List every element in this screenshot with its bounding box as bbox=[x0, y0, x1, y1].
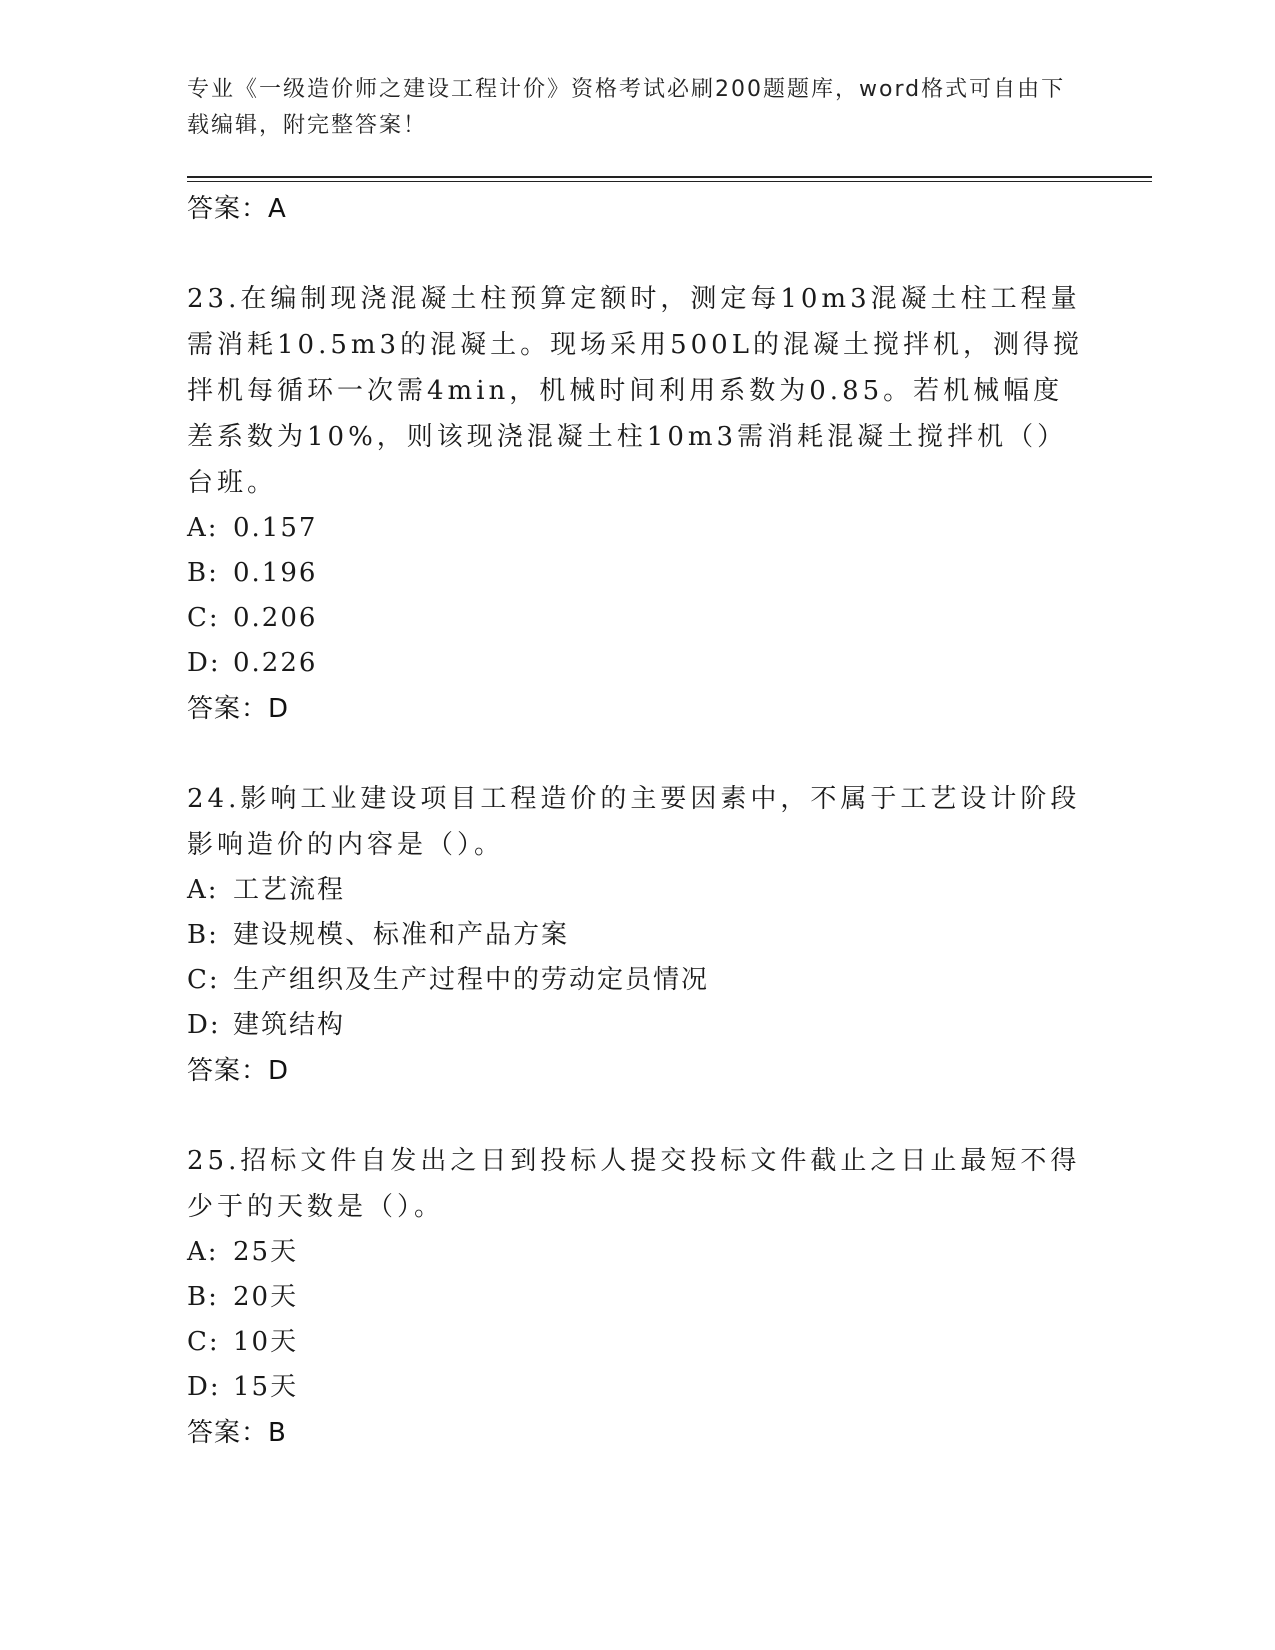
option-value: 0.196 bbox=[233, 558, 318, 588]
option-c bbox=[187, 596, 1087, 641]
option-a bbox=[187, 506, 1087, 551]
option-key: C: bbox=[187, 1327, 220, 1357]
question-25 bbox=[187, 1138, 1087, 1456]
question-answer: 答案：D bbox=[187, 694, 290, 724]
option-key: A: bbox=[187, 875, 219, 905]
option-c bbox=[187, 1320, 1087, 1365]
option-value: 0.206 bbox=[233, 603, 318, 633]
option-key: A: bbox=[187, 1237, 219, 1267]
question-answer: 答案：B bbox=[187, 1418, 287, 1448]
option-key: C: bbox=[187, 965, 220, 995]
option-value: 20天 bbox=[233, 1282, 299, 1312]
option-d bbox=[187, 1365, 1087, 1410]
option-key: B: bbox=[187, 920, 219, 950]
header-rule-thin bbox=[187, 181, 1152, 182]
option-key: D: bbox=[187, 648, 221, 678]
option-value: 25天 bbox=[233, 1237, 299, 1267]
option-b bbox=[187, 913, 1087, 958]
question-23 bbox=[187, 276, 1087, 732]
option-key: C: bbox=[187, 603, 220, 633]
option-a bbox=[187, 868, 1087, 913]
question-text: 25.招标文件自发出之日到投标人提交投标文件截止之日止最短不得少于的天数是（）。 bbox=[187, 1146, 1081, 1222]
option-key: B: bbox=[187, 558, 219, 588]
option-key: B: bbox=[187, 1282, 219, 1312]
question-text: 23.在编制现浇混凝土柱预算定额时，测定每10m3混凝土柱工程量需消耗10.5m3的混凝土。现场采用500L的混凝土搅拌机，测得搅拌机每循环一次需4min，机械时间利用系数为0.85。若机械幅度差系数为10%，则该现浇混凝土柱10m3需消耗混凝土搅拌机（）台班。 bbox=[187, 284, 1083, 498]
previous-answer: 答案：A bbox=[187, 194, 287, 224]
question-answer: 答案：D bbox=[187, 1056, 290, 1086]
question-list bbox=[187, 186, 1087, 1456]
option-value: 0.157 bbox=[233, 513, 318, 543]
option-d bbox=[187, 1003, 1087, 1048]
option-value: 生产组织及生产过程中的劳动定员情况 bbox=[233, 965, 710, 995]
option-a bbox=[187, 1230, 1087, 1275]
option-b bbox=[187, 551, 1087, 596]
option-key: A: bbox=[187, 513, 219, 543]
option-key: D: bbox=[187, 1372, 221, 1402]
option-value: 建筑结构 bbox=[233, 1010, 346, 1040]
option-b bbox=[187, 1275, 1087, 1320]
option-value: 10天 bbox=[233, 1327, 299, 1357]
question-text: 24.影响工业建设项目工程造价的主要因素中，不属于工艺设计阶段影响造价的内容是（）。 bbox=[187, 784, 1081, 860]
option-d bbox=[187, 641, 1087, 686]
question-24 bbox=[187, 776, 1087, 1094]
option-key: D: bbox=[187, 1010, 221, 1040]
option-c bbox=[187, 958, 1087, 1003]
header-rule-thick bbox=[187, 176, 1152, 178]
page-header: 专业《一级造价师之建设工程计价》资格考试必刷200题题库，word格式可自由下载编辑，附完整答案！ bbox=[187, 77, 1066, 138]
option-value: 15天 bbox=[233, 1372, 299, 1402]
option-value: 0.226 bbox=[233, 648, 318, 678]
option-value: 建设规模、标准和产品方案 bbox=[233, 920, 570, 950]
option-value: 工艺流程 bbox=[233, 875, 346, 905]
